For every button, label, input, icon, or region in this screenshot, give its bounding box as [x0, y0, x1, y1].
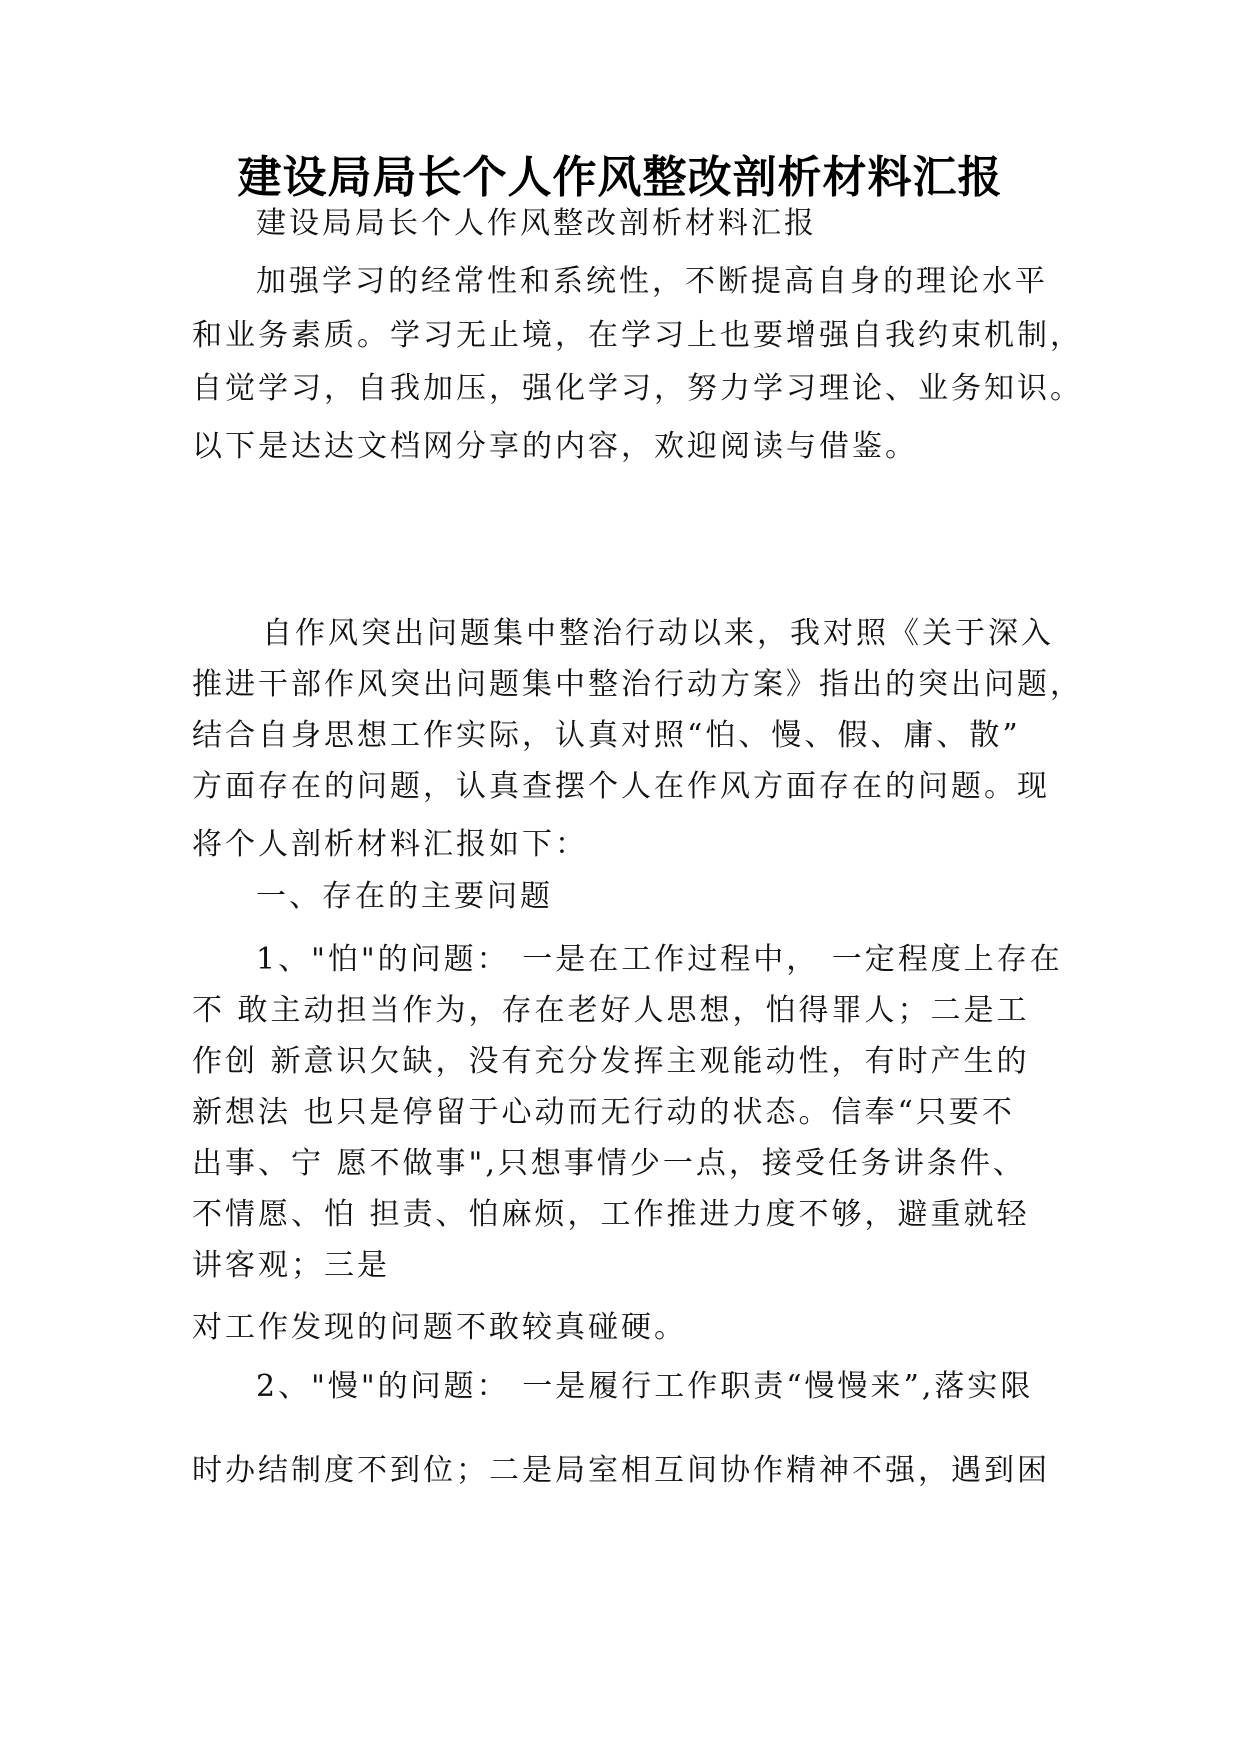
paragraph-line: 将个人剖析材料汇报如下：: [192, 827, 588, 862]
paragraph-line: 2、"慢"的问题： 一是履行工作职责“慢慢来”,落实限: [256, 1369, 1034, 1404]
section-heading: 一、存在的主要问题: [256, 879, 553, 914]
document-title: 建设局局长个人作风整改剖析材料汇报: [237, 152, 1003, 203]
paragraph-line: 结合自身思想工作实际，认真对照“怕、慢、假、庸、散”: [192, 718, 1021, 753]
paragraph-line: 以下是达达文档网分享的内容，欢迎阅读与借鉴。: [192, 429, 918, 464]
paragraph-line: 自作风突出问题集中整治行动以来，我对照《关于深入: [262, 616, 1054, 651]
paragraph-line: 1、"怕"的问题： 一是在工作过程中， 一定程度上存在: [256, 942, 1063, 977]
paragraph-line: 时办结制度不到位；二是局室相互间协作精神不强，遇到困: [192, 1453, 1050, 1488]
paragraph-line: 不情愿、怕 担责、怕麻烦，工作推进力度不够，避重就轻: [192, 1197, 1030, 1232]
paragraph-line: 对工作发现的问题不敢较真碰硬。: [192, 1310, 687, 1345]
subtitle-line: 建设局局长个人作风整改剖析材料汇报: [256, 206, 817, 241]
paragraph-line: 自觉学习，自我加压，强化学习，努力学习理论、业务知识。: [192, 371, 1083, 406]
paragraph-line: 作创 新意识欠缺，没有充分发挥主观能动性，有时产生的: [192, 1044, 1030, 1079]
paragraph-line: 方面存在的问题，认真查摆个人在作风方面存在的问题。现: [192, 769, 1050, 804]
paragraph-line: 出事、宁 愿不做事",只想事情少一点，接受任务讲条件、: [192, 1146, 1026, 1181]
paragraph-line: 新想法 也只是停留于心动而无行动的状态。信奉“只要不: [192, 1095, 1015, 1130]
paragraph-line: 推进干部作风突出问题集中整治行动方案》指出的突出问题，: [192, 667, 1083, 702]
paragraph-line: 加强学习的经常性和系统性，不断提高自身的理论水平: [256, 264, 1048, 299]
paragraph-line: 和业务素质。学习无止境，在学习上也要增强自我约束机制，: [192, 318, 1083, 353]
paragraph-line: 不 敢主动担当作为，存在老好人思想，怕得罪人；二是工: [192, 993, 1030, 1028]
paragraph-line: 讲客观；三是: [192, 1248, 390, 1283]
